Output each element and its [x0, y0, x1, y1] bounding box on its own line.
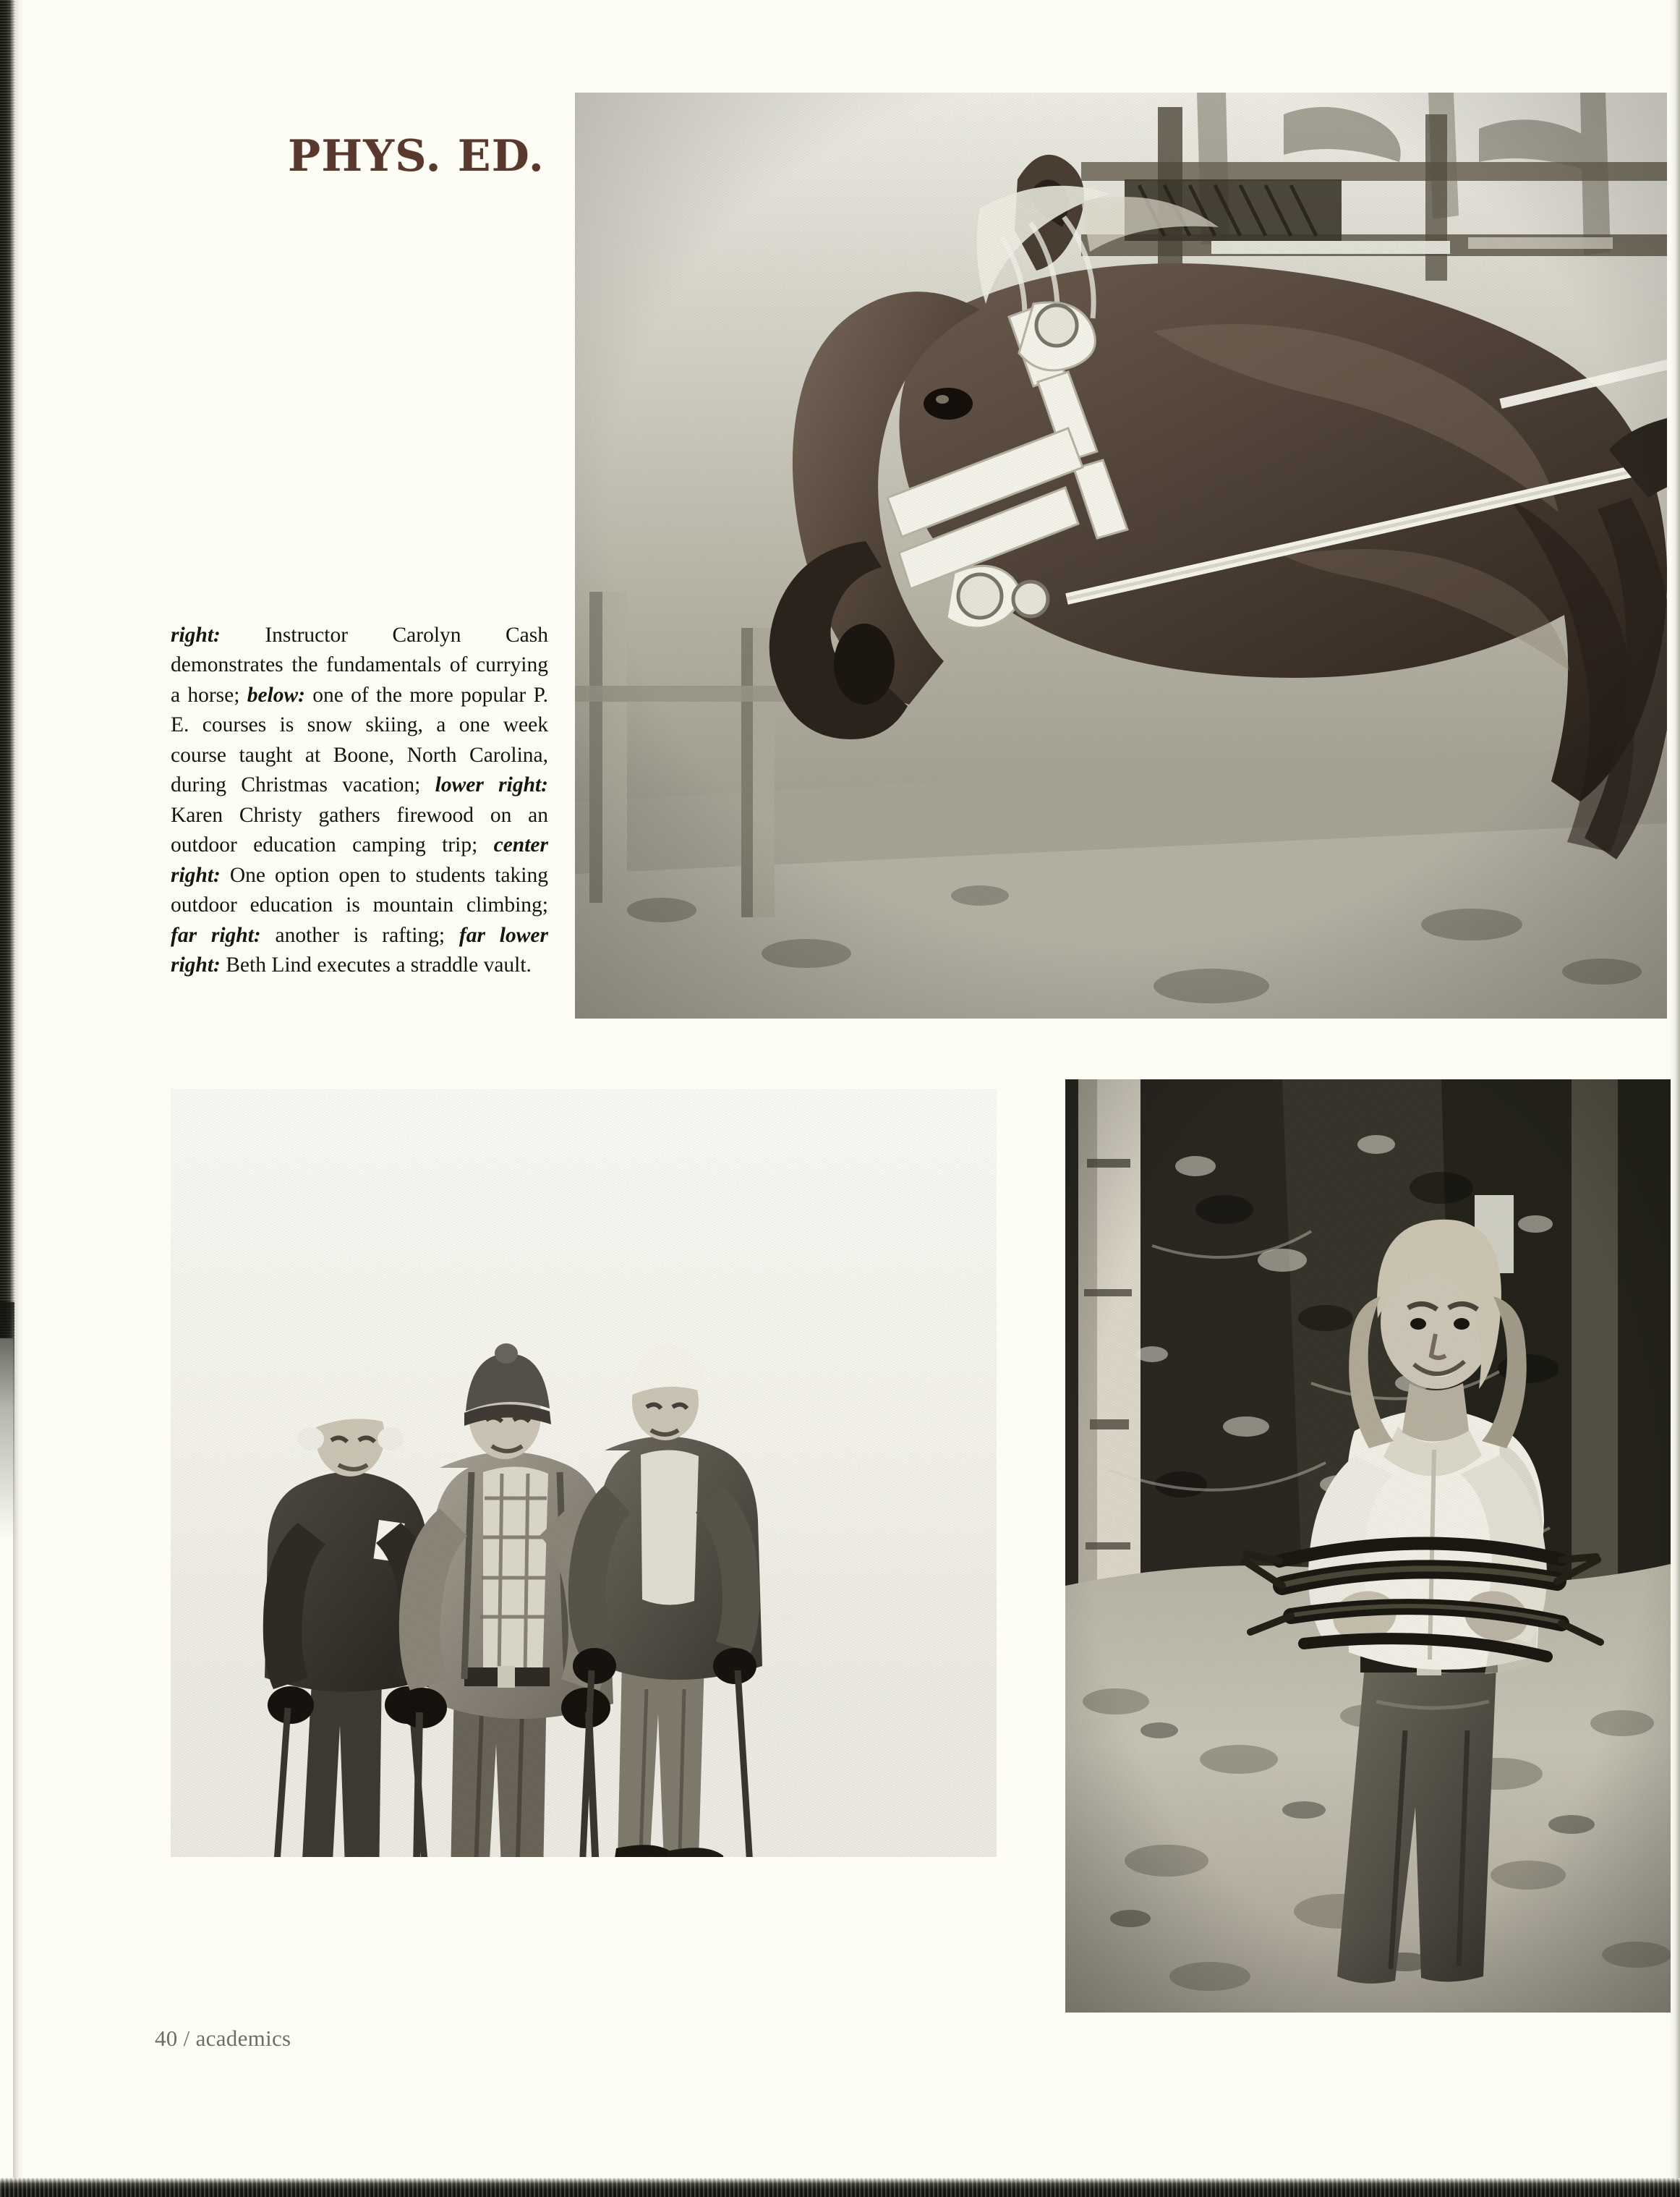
caption-text: another is rafting; [260, 923, 459, 947]
photo-caption-block [171, 621, 548, 981]
photo-snow-skiing [171, 1089, 997, 1857]
photo-horse-currying [575, 93, 1667, 1019]
caption-cue: far lower right: [171, 923, 548, 977]
caption-text: one of the more popular P. E. courses is snow skiing, a one week course taught at Boone, North Carolina, during Christmas vacation; [171, 683, 548, 796]
scan-gutter-bottom-edge [0, 2178, 1680, 2197]
caption-cue: far right: [171, 923, 261, 947]
page-footer: 40 / academics [155, 2026, 291, 2051]
caption-text: One option open to students taking outdoor education is mountain climbing; [171, 863, 548, 917]
photo-skiing-image [171, 1089, 997, 1857]
caption-cue: below: [247, 683, 305, 707]
caption-cue: center right: [171, 833, 548, 887]
caption-cue: lower right: [435, 773, 548, 796]
caption-text: Beth Lind executes a straddle vault. [220, 953, 532, 977]
caption-text: Karen Christy gathers firewood on an outdoor education camping trip; [171, 803, 548, 857]
caption-cue: right: [171, 623, 221, 647]
page-title: PHYS. ED. [288, 131, 545, 182]
photo-firewood-image [1065, 1079, 1671, 2013]
photo-horse-image [575, 93, 1667, 1019]
photo-gathering-firewood [1065, 1079, 1671, 2013]
page-edge-right [1670, 0, 1680, 2197]
scan-gutter-left-edge [0, 0, 16, 1338]
caption-text: Instructor Carolyn Cash demonstrates the fundamentals of currying a horse; [171, 623, 548, 707]
scan-gutter-left-fade [0, 1302, 14, 1541]
